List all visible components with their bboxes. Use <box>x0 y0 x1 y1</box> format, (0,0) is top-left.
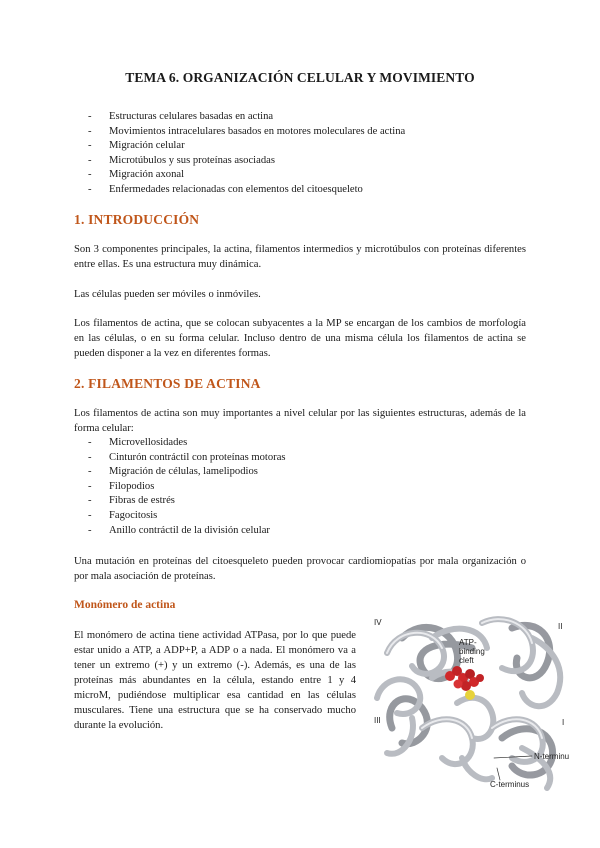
list-item: - Microtúbulos y sus proteínas asociadas <box>109 154 405 169</box>
list-item: - Enfermedades relacionadas con elementos del citoesqueleto <box>109 183 405 198</box>
list-item: - Migración celular <box>109 139 405 154</box>
atp-cleft-label <box>459 638 485 665</box>
list-item: - Movimientos intracelulares basados en motores moleculares de actina <box>109 125 405 140</box>
list-item: - Fibras de estrés <box>109 494 286 509</box>
atp-molecule <box>445 666 484 700</box>
list-item: - Migración axonal <box>109 168 405 183</box>
list-item: - Cinturón contráctil con proteínas motoras <box>109 451 286 466</box>
paragraph: Son 3 componentes principales, la actina, filamentos intermedios y microtúbulos con proteínas diferentes entre ellas. Es una estructura muy dinámica. <box>74 244 526 270</box>
atp-cleft-label-line: ATP- <box>459 638 477 647</box>
list-item: - Fagocitosis <box>109 509 286 524</box>
actin-ribbon-diagram <box>362 608 584 798</box>
page-title: TEMA 6. ORGANIZACIÓN CELULAR Y MOVIMIENTO <box>125 70 475 85</box>
list-item: - Anillo contráctil de la división celular <box>109 524 286 539</box>
paragraph: Los filamentos de actina son muy importantes a nivel celular por las siguientes estructuras, además de la forma celular: <box>74 408 526 434</box>
n-terminus-label: N-terminu <box>534 752 570 761</box>
paragraph: Las células pueden ser móviles o inmóviles. <box>74 289 261 300</box>
atp-cleft-label-line: binding <box>459 647 485 656</box>
list-item: - Microvellosidades <box>109 436 286 451</box>
domain-label-iii: III <box>374 716 381 725</box>
list-item: - Migración de células, lamelipodios <box>109 465 286 480</box>
list-item: - Filopodios <box>109 480 286 495</box>
structure-list <box>109 436 286 538</box>
c-terminus-label: C-terminus <box>490 780 530 789</box>
domain-label-iv: IV <box>374 618 382 627</box>
actin-structure-figure <box>362 608 584 798</box>
subsection-heading: Monómero de actina <box>74 599 176 611</box>
paragraph: Una mutación en proteínas del citoesqueleto pueden provocar cardiomiopatías por mala organización o por mala asociación de proteínas. <box>74 556 526 582</box>
domain-label-ii: II <box>558 622 563 631</box>
topic-list <box>109 110 405 198</box>
list-item: - Estructuras celulares basadas en actina <box>109 110 405 125</box>
section-heading-filamentos: 2. FILAMENTOS DE ACTINA <box>74 376 261 391</box>
paragraph: El monómero de actina tiene actividad ATPasa, por lo que puede estar unido a ATP, a ADP+P, a ADP o a nada. El monómero va a tener un extremo (+) y un extremo (-). Además, es una de las proteínas más abundantes en la célula, estando entre 1 y 4 microM, pudiéndose multiplicar esa cantidad en las células musculares. Tiene una estructura que se ha conservado mucho durante la evolución. <box>74 630 356 731</box>
atp-cleft-label-line: cleft <box>459 656 474 665</box>
domain-label-i: I <box>562 718 565 727</box>
paragraph: Los filamentos de actina, que se colocan subyacentes a la MP se encargan de los cambios de morfología en las células, o en su forma celular. Incluso dentro de una misma célula los filamentos de actina se pueden disponer a la vez en diferentes formas. <box>74 318 526 359</box>
section-heading-introduccion: 1. INTRODUCCIÓN <box>74 212 200 227</box>
